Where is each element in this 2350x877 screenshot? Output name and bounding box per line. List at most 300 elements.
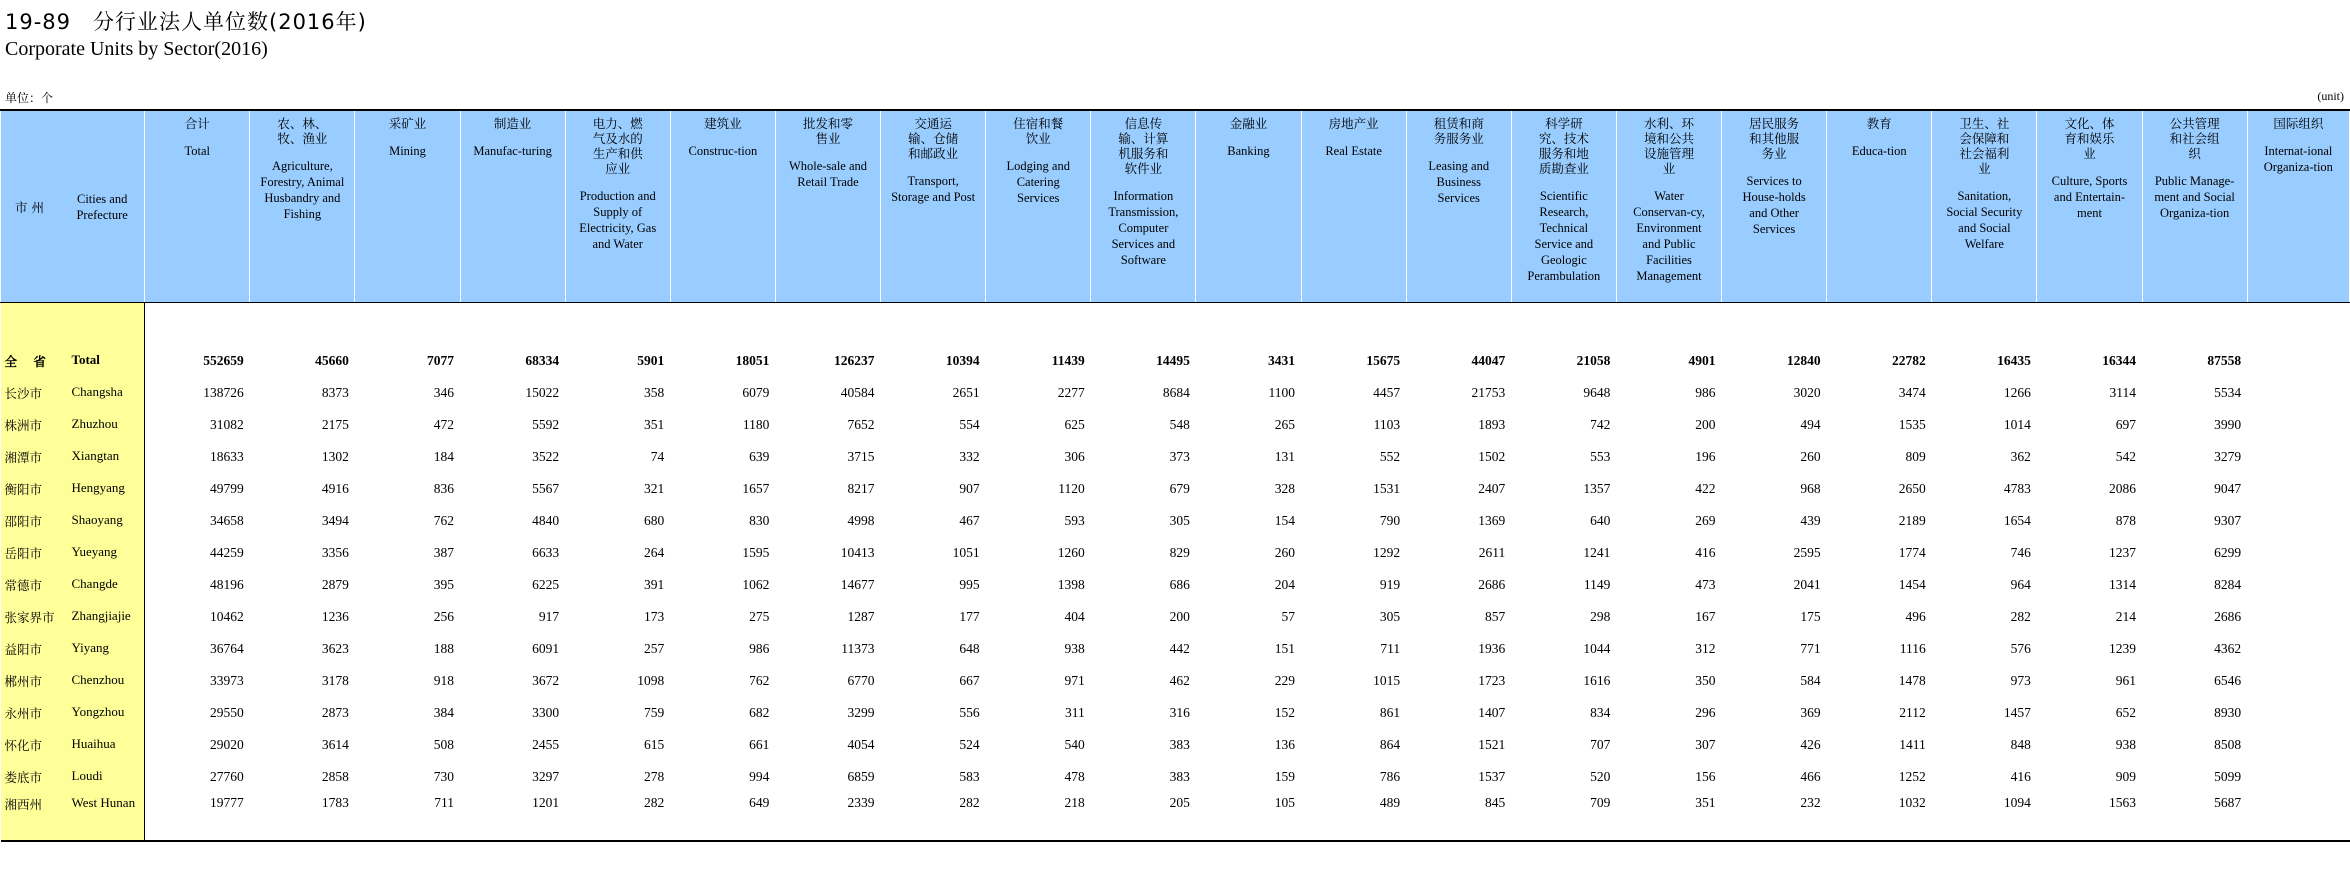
column-header [1091,110,1196,303]
value-cell: 1454 [1898,577,1926,592]
value-cell: 478 [1064,769,1085,784]
value-cell: 1654 [2003,513,2031,528]
value-cell: 346 [433,385,455,400]
value-cell: 878 [2115,513,2137,528]
column-header [2037,110,2142,303]
value-cell: 1241 [1583,545,1611,560]
value-cell: 416 [1695,545,1716,560]
value-cell: 3494 [321,513,349,528]
value-cell: 282 [2010,609,2031,624]
region-cell [1,793,145,841]
column-header-en: Educa-tion [1851,144,1907,158]
column-header-cn: 农、林、牧、渔业 [277,116,328,146]
value-cell [2247,761,2349,793]
value-cell: 3715 [847,449,875,464]
value-cell: 416 [2010,769,2031,784]
value-cell: 786 [1379,769,1401,784]
value-cell: 278 [644,769,665,784]
table-row [1,505,2350,537]
table-row [1,377,2350,409]
value-cell: 742 [1590,417,1611,432]
value-cell: 21753 [1471,385,1506,400]
value-cell: 1149 [1583,577,1611,592]
unit-label-cn: 单位：个 [5,91,54,105]
column-header-cn: 采矿业 [388,116,427,131]
value-cell: 383 [1169,737,1190,752]
region-name-cn: 邵阳市 [4,514,43,529]
value-cell: 648 [959,641,980,656]
value-cell: 159 [1274,769,1296,784]
region-header-cn: 市 州 [15,199,44,215]
region-name-en: Hengyang [71,480,125,495]
value-cell: 387 [433,545,455,560]
region-name-en: Chenzhou [71,672,125,687]
total-row [1,345,2350,377]
value-cell: 2686 [2214,609,2242,624]
value-cell: 21058 [1576,353,1611,368]
value-cell: 2686 [1478,577,1506,592]
column-header [1827,110,1932,303]
value-cell: 2611 [1478,545,1506,560]
column-header-cn: 教育 [1866,116,1892,131]
column-header-en: Banking [1227,144,1270,158]
value-cell: 391 [644,577,665,592]
value-cell: 332 [959,449,980,464]
value-cell: 1531 [1373,481,1401,496]
value-cell: 711 [1380,641,1401,656]
value-cell: 8684 [1162,385,1190,400]
value-cell: 554 [959,417,980,432]
value-cell: 282 [881,793,986,841]
column-header-cn: 批发和零售业 [802,116,853,146]
value-cell: 640 [1590,513,1611,528]
value-cell: 1100 [1268,385,1296,400]
value-cell: 864 [1379,737,1401,752]
value-cell: 8373 [321,385,349,400]
column-header [986,110,1091,303]
column-header [881,110,986,303]
value-cell: 918 [433,673,455,688]
column-header-cn: 房地产业 [1328,116,1379,131]
value-cell: 771 [1800,641,1821,656]
value-cell: 552659 [203,353,244,368]
column-header-cn: 金融业 [1229,116,1268,131]
value-cell: 1266 [2003,385,2031,400]
value-cell: 48196 [210,577,244,592]
value-cell [2247,601,2349,633]
value-cell: 2339 [775,793,880,841]
value-cell: 553 [1590,449,1611,464]
value-cell: 964 [2010,577,2031,592]
value-cell: 1051 [952,545,980,560]
value-cell: 1537 [1478,769,1506,784]
region-name-cn: 长沙市 [4,386,43,401]
column-header [1196,110,1301,303]
value-cell: 5901 [637,353,665,368]
table-row [1,473,2350,505]
region-name-en: West Hunan [71,795,136,810]
value-cell: 1357 [1583,481,1611,496]
value-cell: 961 [2115,673,2137,688]
value-cell: 214 [2115,609,2137,624]
value-cell: 508 [433,737,455,752]
value-cell: 494 [1800,417,1821,432]
value-cell: 8217 [847,481,875,496]
value-cell: 422 [1695,481,1716,496]
value-cell [2247,729,2349,761]
column-header [670,110,775,303]
value-cell: 14677 [840,577,875,592]
value-cell: 307 [1695,737,1716,752]
value-cell: 4998 [847,513,875,528]
value-cell: 1180 [742,417,770,432]
value-cell: 556 [959,705,980,720]
region-cell [1,303,145,346]
value-cell: 2873 [321,705,349,720]
region-cell [1,633,145,665]
value-cell: 4457 [1373,385,1401,400]
value-cell: 682 [749,705,770,720]
value-cell: 8284 [2214,577,2242,592]
region-cell [1,345,145,377]
value-cell: 746 [2010,545,2031,560]
value-cell: 173 [644,609,665,624]
region-cell [1,665,145,697]
column-header [1722,110,1827,303]
value-cell: 4901 [1688,353,1716,368]
value-cell: 196 [1695,449,1716,464]
value-cell: 5687 [2142,793,2247,841]
column-header [250,110,355,303]
column-header-cn: 交通运输、仓储和邮政业 [908,116,959,161]
value-cell: 973 [2010,673,2031,688]
value-cell: 2879 [321,577,349,592]
value-cell: 68334 [525,353,560,368]
value-cell: 552 [1379,449,1401,464]
value-cell: 3614 [321,737,349,752]
column-header-cn: 文化、体育和娱乐业 [2064,116,2115,161]
value-cell: 1936 [1478,641,1506,656]
value-cell: 33973 [210,673,244,688]
value-cell: 15675 [1366,353,1401,368]
value-cell: 2112 [1899,705,1926,720]
value-cell: 3114 [2109,385,2137,400]
table-title-cn: 19-89 分行业法人单位数(2016年) [5,10,367,34]
value-cell: 152 [1274,705,1296,720]
value-cell: 583 [959,769,980,784]
value-cell: 472 [433,417,455,432]
region-cell [1,409,145,441]
value-cell: 369 [1800,705,1821,720]
value-cell: 6770 [847,673,875,688]
value-cell: 269 [1695,513,1716,528]
value-cell: 439 [1800,513,1821,528]
value-cell: 312 [1695,641,1716,656]
value-cell: 6299 [2214,545,2242,560]
value-cell: 1103 [1373,417,1401,432]
value-cell: 1032 [1827,793,1932,841]
value-cell: 584 [1800,673,1821,688]
column-header-cn: 水利、环境和公共设施管理业 [1643,116,1694,176]
value-cell: 3672 [532,673,560,688]
value-cell: 986 [1695,385,1716,400]
value-cell: 265 [1274,417,1296,432]
value-cell: 442 [1169,641,1190,656]
value-cell: 3020 [1793,385,1821,400]
value-cell: 7652 [847,417,875,432]
value-cell: 1098 [637,673,665,688]
column-header-en: Leasing and Business Services [1428,159,1490,205]
value-cell: 373 [1169,449,1190,464]
value-cell: 2651 [952,385,980,400]
value-cell: 1014 [2003,417,2031,432]
value-cell: 44259 [210,545,244,560]
value-cell: 576 [2010,641,2031,656]
value-cell: 260 [1274,545,1296,560]
value-cell: 762 [433,513,455,528]
value-cell: 2041 [1793,577,1821,592]
column-header-cn: 制造业 [493,116,532,131]
column-header-cn: 科学研究、技术服务和地质勘查业 [1538,116,1589,176]
region-cell [1,441,145,473]
region-cell [1,729,145,761]
value-cell: 275 [749,609,770,624]
region-cell [1,601,145,633]
value-cell: 1094 [1932,793,2037,841]
region-name-cn: 衡阳市 [4,482,43,497]
value-cell: 1120 [1058,481,1085,496]
value-cell: 709 [1511,793,1616,841]
value-cell: 282 [565,793,670,841]
value-cell: 188 [433,641,455,656]
column-header-en: Water Conservan-cy, Environment and Public Facilities Management [1633,189,1705,283]
spacer-row [1,303,2350,346]
region-name-en: Zhangjiajie [71,608,131,623]
column-header [775,110,880,303]
value-cell: 350 [1695,673,1716,688]
region-name-cn: 株洲市 [4,418,43,433]
column-header-en: Services to House-holds and Other Services [1742,174,1806,236]
value-cell: 260 [1800,449,1821,464]
value-cell: 19777 [145,793,250,841]
value-cell: 1411 [1899,737,1926,752]
column-header-cn: 公共管理和社会组织 [2169,116,2220,161]
value-cell: 1287 [847,609,875,624]
value-cell [2247,665,2349,697]
region-name-en: Changsha [71,384,123,399]
value-cell: 205 [1091,793,1196,841]
value-cell: 184 [433,449,455,464]
value-cell: 2189 [1898,513,1926,528]
value-cell [2247,441,2349,473]
region-name-cn: 郴州市 [4,674,43,689]
value-cell [2247,537,2349,569]
value-cell: 18633 [210,449,244,464]
region-name-cn: 全 省 [4,354,52,369]
value-cell: 1657 [742,481,770,496]
value-cell: 404 [1064,609,1085,624]
value-cell: 679 [1169,481,1190,496]
value-cell: 4362 [2214,641,2242,656]
region-name-cn: 常德市 [4,578,43,593]
value-cell: 316 [1169,705,1190,720]
column-header-en: Public Manage-ment and Social Organiza-tion [2154,174,2235,220]
value-cell: 1044 [1583,641,1611,656]
value-cell [2247,377,2349,409]
value-cell: 649 [670,793,775,841]
value-cell: 2407 [1478,481,1506,496]
value-cell: 790 [1379,513,1401,528]
column-header-en: Transport, Storage and Post [891,174,976,204]
value-cell: 1236 [321,609,349,624]
column-header-en: Lodging and Catering Services [1006,159,1070,205]
column-header-en: Mining [389,144,426,158]
value-cell: 131 [1274,449,1296,464]
value-cell: 16344 [2102,353,2137,368]
value-cell: 362 [2010,449,2031,464]
region-name-cn: 永州市 [4,706,43,721]
region-name-en: Zhuzhou [71,416,118,431]
value-cell: 836 [433,481,455,496]
value-cell [2247,473,2349,505]
value-cell: 154 [1274,513,1296,528]
column-header-en: Whole-sale and Retail Trade [788,159,868,189]
value-cell: 204 [1274,577,1296,592]
value-cell: 257 [644,641,665,656]
value-cell: 1535 [1898,417,1926,432]
value-cell: 1237 [2109,545,2137,560]
value-cell: 200 [1695,417,1716,432]
value-cell: 919 [1379,577,1401,592]
region-name-en: Xiangtan [71,448,120,463]
table-body [1,303,2350,842]
value-cell: 87558 [2207,353,2242,368]
value-cell: 2858 [321,769,349,784]
table-row [1,729,2350,761]
value-cell: 830 [749,513,770,528]
value-cell: 917 [538,609,560,624]
column-header-en: Manufac-turing [473,144,552,158]
region-name-en: Shaoyang [71,512,123,527]
value-cell: 7077 [427,353,455,368]
value-cell: 351 [644,417,665,432]
column-header-en: Sanitation, Social Security and Social Welfare [1946,189,2023,251]
column-header-en: Construc-tion [688,144,758,158]
column-header [1511,110,1616,303]
table-row [1,761,2350,793]
value-cell: 175 [1800,609,1821,624]
value-cell: 10462 [210,609,244,624]
value-cell: 593 [1064,513,1085,528]
value-cell: 40584 [840,385,875,400]
value-cell: 18051 [735,353,770,368]
value-cell: 311 [1065,705,1085,720]
value-cell: 994 [749,769,770,784]
value-cell: 1314 [2109,577,2137,592]
column-header-en: Culture, Sports and Entertain-ment [2051,174,2128,220]
value-cell: 3299 [847,705,875,720]
value-cell: 1292 [1373,545,1401,560]
value-cell: 9648 [1583,385,1611,400]
value-cell: 2595 [1793,545,1821,560]
region-name-en: Huaihua [71,736,116,751]
value-cell: 3990 [2214,417,2242,432]
value-cell: 1369 [1478,513,1506,528]
region-name-cn: 娄底市 [4,770,43,785]
column-header-en: Information Transmission, Computer Services and Software [1108,189,1179,267]
value-cell: 680 [644,513,665,528]
value-cell: 6633 [532,545,560,560]
value-cell: 14495 [1156,353,1190,368]
value-cell: 986 [749,641,770,656]
value-cell: 6225 [532,577,560,592]
value-cell: 328 [1274,481,1296,496]
region-name-en: Yueyang [71,544,117,559]
value-cell: 9307 [2214,513,2242,528]
column-header-cn: 卫生、社会保障和社会福利业 [1959,116,2010,176]
value-cell: 697 [2115,417,2137,432]
value-cell: 1201 [460,793,565,841]
value-cell: 36764 [210,641,244,656]
region-cell [1,569,145,601]
value-cell: 126237 [834,353,875,368]
value-cell: 305 [1379,609,1401,624]
region-name-cn: 湘西州 [4,797,43,812]
column-header [460,110,565,303]
value-cell: 232 [1722,793,1827,841]
column-header-en: Production and Supply of Electricity, Gas and Water [579,189,657,251]
value-cell: 661 [749,737,770,752]
value-cell: 639 [749,449,770,464]
value-cell: 1774 [1898,545,1926,560]
column-header-cn: 合计 [184,116,210,131]
value-cell: 3300 [532,705,560,720]
value-cell [2247,569,2349,601]
table-row [1,537,2350,569]
value-cell: 298 [1590,609,1611,624]
value-cell: 3178 [321,673,349,688]
value-cell: 762 [749,673,770,688]
corporate-units-table [0,109,2350,842]
value-cell: 2650 [1898,481,1926,496]
value-cell: 1457 [2003,705,2031,720]
column-header-cn: 国际组织 [2273,116,2324,131]
column-header [1301,110,1406,303]
value-cell: 1062 [742,577,770,592]
value-cell: 473 [1695,577,1716,592]
value-cell: 857 [1485,609,1506,624]
column-header-cn: 信息传输、计算机服务和软件业 [1118,116,1169,176]
value-cell: 256 [433,609,455,624]
value-cell: 49799 [210,481,244,496]
value-cell: 4916 [321,481,349,496]
value-cell: 462 [1169,673,1190,688]
value-cell: 4783 [2003,481,2031,496]
unit-label-en: (unit) [2317,89,2344,103]
region-cell [1,473,145,505]
value-cell: 1398 [1057,577,1085,592]
table-row [1,601,2350,633]
value-cell: 351 [1616,793,1721,841]
value-cell: 395 [433,577,455,592]
value-cell: 229 [1274,673,1296,688]
value-cell: 5592 [532,417,560,432]
value-cell: 1502 [1478,449,1506,464]
column-header-cn: 租赁和商务服务业 [1433,116,1484,146]
value-cell: 3356 [321,545,349,560]
value-cell: 6546 [2214,673,2242,688]
value-cell: 938 [2115,737,2137,752]
